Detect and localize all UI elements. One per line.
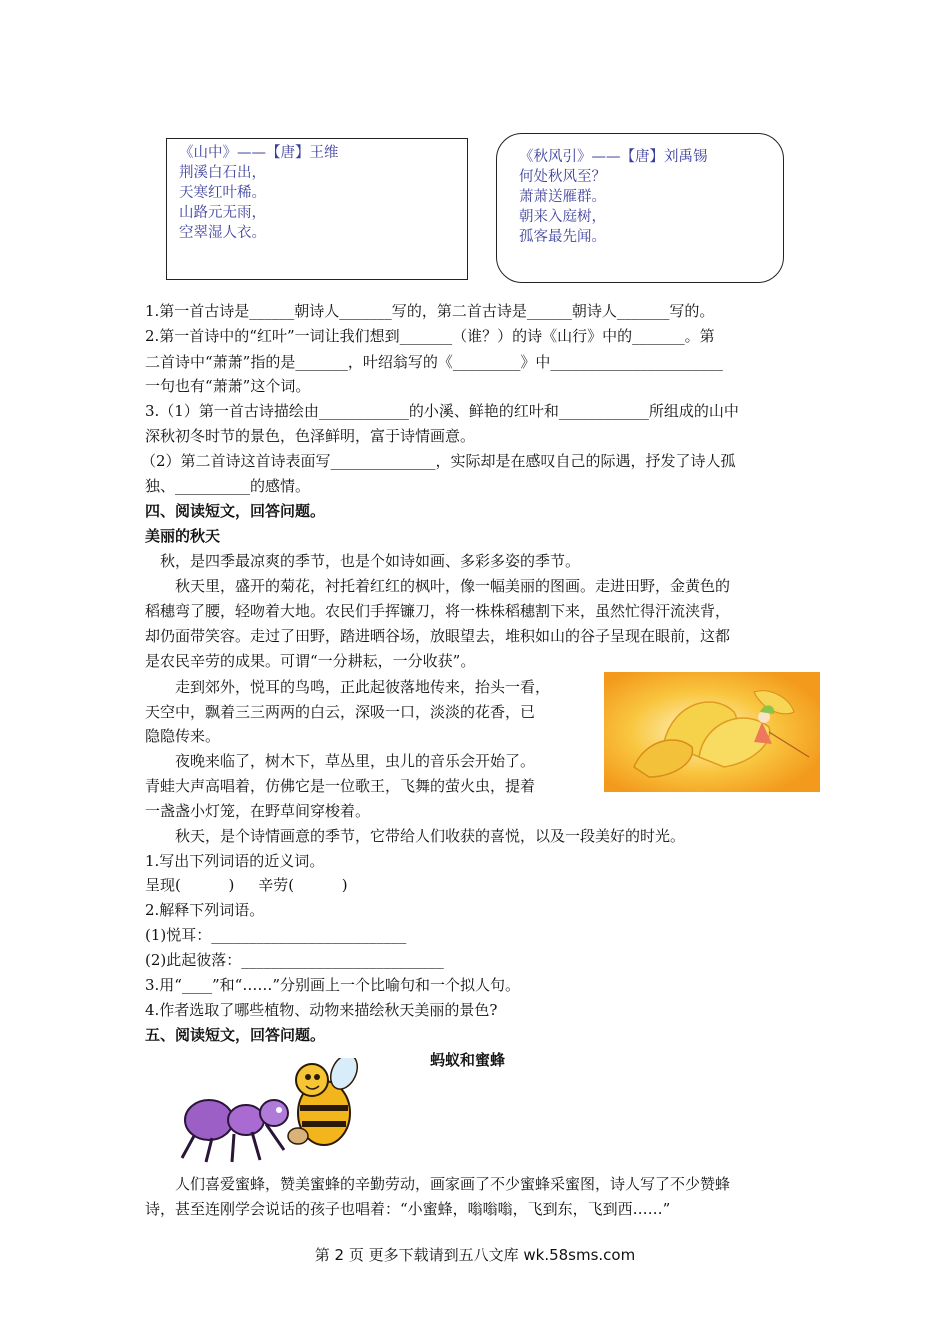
poem-question-line: 独、__________的感情。 bbox=[145, 477, 311, 495]
section4-paragraph: 稻穗弯了腰，轻吻着大地。农民们手挥镰刀，将一株株稻穗割下来，虽然忙得汗流浃背， bbox=[145, 602, 731, 620]
poem1-line: 荆溪白石出， bbox=[179, 165, 266, 181]
poem2-line: 孤客最先闻。 bbox=[519, 229, 606, 245]
poem2-line: 何处秋风至？ bbox=[519, 169, 606, 185]
section4-paragraph: 天空中，飘着三三两两的白云，深吸一口，淡淡的花香，已 bbox=[145, 703, 536, 721]
section4-question: 1.写出下列词语的近义词。 bbox=[145, 852, 325, 870]
poem2-line: 萧萧送雁群。 bbox=[519, 189, 606, 205]
poem-question-line: 3.（1）第一首古诗描绘由____________的小溪、鲜艳的红叶和____________所组成的山中 bbox=[145, 402, 739, 420]
poem2-line: 朝来入庭树， bbox=[519, 209, 606, 225]
poem1-text bbox=[179, 143, 339, 243]
poem-question-line: （2）第二首诗这首诗表面写______________，实际却是在感叹自己的际遇，抒发了诗人孤 bbox=[141, 452, 736, 470]
ant-and-bee-illustration bbox=[174, 1058, 376, 1170]
poem1-line: 天寒红叶稀。 bbox=[179, 185, 266, 201]
poem2-text bbox=[519, 147, 708, 247]
section4-question: 4.作者选取了哪些植物、动物来描绘秋天美丽的景色? bbox=[145, 1001, 498, 1019]
poem1-title: 《山中》——【唐】王维 bbox=[179, 145, 339, 161]
poem-question-line: 深秋初冬时节的景色，色泽鲜明，富于诗情画意。 bbox=[145, 427, 476, 445]
section4-paragraph: 秋，是四季最凉爽的季节，也是个如诗如画、多彩多姿的季节。 bbox=[160, 552, 581, 570]
poem-question-line: 二首诗中“萧萧”指的是_______，叶绍翁写的《_________》中_______________________ bbox=[145, 353, 723, 371]
section4-paragraph: 是农民辛劳的成果。可谓“一分耕耘，一分收获”。 bbox=[145, 652, 476, 670]
section4-title: 美丽的秋天 bbox=[145, 527, 221, 545]
poem-question-line: 一句也有“萧萧”这个词。 bbox=[145, 377, 311, 395]
section4-paragraph: 青蛙大声高唱着，仿佛它是一位歌王，飞舞的萤火虫，提着 bbox=[145, 777, 536, 795]
poem1-line: 山路元无雨， bbox=[179, 205, 266, 221]
poem-question-line: 1.第一首古诗是______朝诗人_______写的，第二首古诗是______朝诗人_______写的。 bbox=[145, 302, 715, 320]
section4-heading: 四、阅读短文，回答问题。 bbox=[145, 502, 326, 520]
poem-box-qiufengyin bbox=[496, 133, 784, 283]
section5-paragraph: 人们喜爱蜜蜂，赞美蜜蜂的辛勤劳动，画家画了不少蜜蜂采蜜图，诗人写了不少赞蜂 bbox=[175, 1175, 731, 1193]
section5-paragraph: 诗，甚至连刚学会说话的孩子也唱着：“小蜜蜂，嗡嗡嗡，飞到东，飞到西……” bbox=[145, 1200, 671, 1218]
section4-paragraph: 秋天里，盛开的菊花，衬托着红红的枫叶，像一幅美丽的图画。走进田野，金黄色的 bbox=[175, 577, 731, 595]
section4-question: (2)此起彼落：___________________________ bbox=[145, 951, 444, 969]
poem2-title: 《秋风引》——【唐】刘禹锡 bbox=[519, 149, 708, 165]
section4-question: 2.解释下列词语。 bbox=[145, 901, 265, 919]
section4-paragraph: 秋天，是个诗情画意的季节，它带给人们收获的喜悦，以及一段美好的时光。 bbox=[175, 827, 686, 845]
autumn-leaf-illustration bbox=[604, 672, 820, 792]
section4-paragraph: 却仍面带笑容。走过了田野，踏进晒谷场，放眼望去，堆积如山的谷子呈现在眼前，这都 bbox=[145, 627, 731, 645]
poem1-line: 空翠湿人衣。 bbox=[179, 225, 266, 241]
section4-question: (1)悦耳：__________________________ bbox=[145, 926, 407, 944]
poem-question-line: 2.第一首诗中的“红叶”一词让我们想到_______（谁？）的诗《山行》中的_______。第 bbox=[145, 327, 715, 345]
poem-box-shanzhong bbox=[166, 138, 468, 280]
page-footer: 第 2 页 更多下载请到五八文库 wk.58sms.com bbox=[314, 1246, 636, 1264]
section4-question: 3.用“____”和“……”分别画上一个比喻句和一个拟人句。 bbox=[145, 976, 520, 994]
section4-question: 呈现( ) 辛劳( ) bbox=[145, 876, 348, 894]
section4-paragraph: 夜晚来临了，树木下，草丛里，虫儿的音乐会开始了。 bbox=[175, 752, 536, 770]
section4-paragraph: 走到郊外，悦耳的鸟鸣，正此起彼落地传来，抬头一看， bbox=[175, 678, 551, 696]
bee-icon bbox=[288, 1058, 362, 1145]
section5-title: 蚂蚁和蜜蜂 bbox=[430, 1051, 506, 1069]
section4-paragraph: 一盏盏小灯笼，在野草间穿梭着。 bbox=[145, 802, 371, 820]
section5-heading: 五、阅读短文，回答问题。 bbox=[145, 1026, 326, 1044]
section4-paragraph: 隐隐传来。 bbox=[145, 727, 221, 745]
ant-icon bbox=[182, 1100, 288, 1162]
